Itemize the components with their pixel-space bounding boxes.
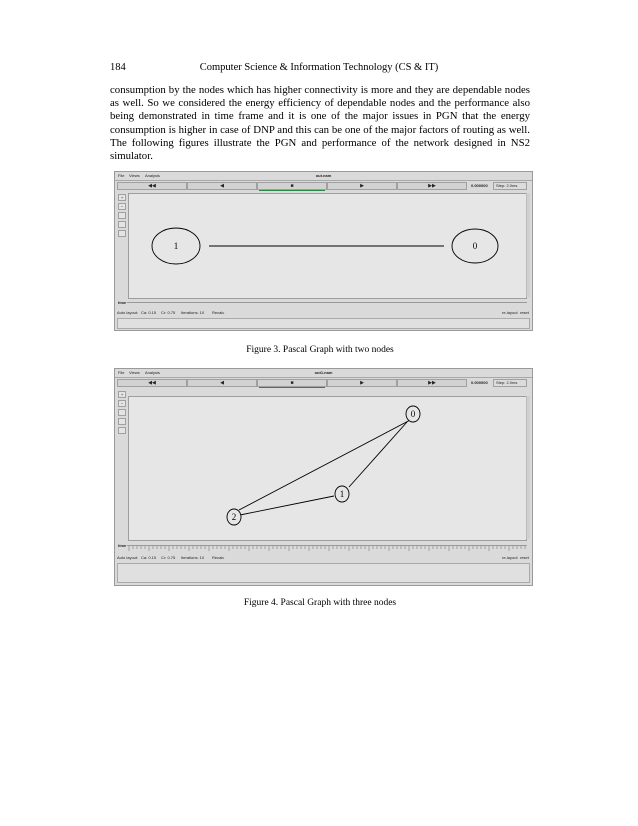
zoom-in-icon[interactable]: + — [118, 194, 126, 201]
time-display: 0.000000 — [471, 183, 488, 188]
grid-icon[interactable] — [118, 409, 126, 416]
step-control[interactable]: Step: 2.0ms — [493, 182, 527, 190]
playback-toolbar — [117, 182, 530, 189]
ca-field[interactable]: Ca: 0.15 — [141, 555, 157, 560]
reset-button[interactable]: reset — [520, 555, 529, 560]
step-control[interactable]: Step: 2.0ms — [493, 379, 527, 387]
time-slider[interactable] — [259, 387, 325, 388]
re-layout-button[interactable]: re-layout — [502, 310, 518, 315]
edge-1-0 — [349, 422, 407, 487]
page-number: 184 — [110, 62, 126, 73]
ca-field[interactable]: Ca: 0.15 — [141, 310, 157, 315]
zoom-in-icon[interactable]: + — [118, 391, 126, 398]
play-button[interactable]: ▶ — [327, 182, 397, 190]
node-0[interactable] — [452, 229, 498, 263]
auto-layout-label: Auto layout: — [117, 310, 139, 315]
figure3-caption: Figure 3. Pascal Graph with two nodes — [246, 345, 394, 355]
layout-statusbar — [117, 310, 530, 316]
edit-icon[interactable] — [118, 230, 126, 237]
time-ruler[interactable] — [118, 300, 527, 308]
node-1-label: 1 — [173, 241, 179, 251]
body-paragraph: consumption by the nodes which has higher connectivity is more and they are dependable nodes as well. So we considered the energy efficiency of dependable nodes and the performance also being demonstrated in time frame and it is one of the major issues in PGN that the energy consumption is higher in case of DNP and this can be one of the major factors of routing as well. The following figures illustrate the PGN and performance of the network designed in NS2 simulator. — [110, 84, 530, 163]
layout-statusbar — [117, 555, 530, 561]
fast-forward-button[interactable]: ▶▶ — [397, 182, 467, 190]
back-button[interactable]: ◀ — [187, 379, 257, 387]
auto-layout-label: Auto layout: — [117, 555, 139, 560]
ruler-label: time — [118, 543, 127, 548]
rewind-button[interactable]: ◀◀ — [117, 379, 187, 387]
play-button[interactable]: ▶ — [327, 379, 397, 387]
edge-2-1 — [240, 496, 334, 515]
node-1[interactable] — [152, 228, 200, 264]
network-graph — [129, 194, 526, 298]
node-0-label: 0 — [472, 241, 478, 251]
menu-analysis[interactable]: Analysis — [145, 370, 160, 375]
figure3-nam-window — [114, 171, 533, 331]
annotation-panel[interactable] — [117, 318, 530, 329]
reset-button[interactable]: reset — [520, 310, 529, 315]
menu-file[interactable]: File — [118, 173, 125, 178]
recalc-checkbox[interactable]: Recalc — [212, 310, 225, 315]
layout-icon[interactable] — [118, 221, 126, 228]
edit-icon[interactable] — [118, 427, 126, 434]
zoom-tools — [118, 194, 126, 239]
recalc-checkbox[interactable]: Recalc — [212, 555, 225, 560]
menu-bar — [115, 172, 532, 181]
node-2[interactable] — [227, 509, 241, 525]
menu-analysis[interactable]: Analysis — [145, 173, 160, 178]
figure4-nam-window — [114, 368, 533, 586]
layout-icon[interactable] — [118, 418, 126, 425]
edge-2-0 — [239, 418, 414, 510]
zoom-out-icon[interactable]: − — [118, 203, 126, 210]
ruler-label: time — [118, 300, 127, 305]
window-title: out.nam — [315, 173, 332, 178]
playback-toolbar — [117, 379, 530, 386]
network-canvas[interactable] — [128, 396, 527, 541]
network-graph — [129, 397, 526, 540]
vertical-scrollbar[interactable] — [526, 396, 530, 539]
zoom-tools — [118, 391, 126, 436]
figure4-caption: Figure 4. Pascal Graph with three nodes — [243, 598, 397, 608]
annotation-panel[interactable] — [117, 563, 530, 583]
running-title: Computer Science & Information Technology (CS & IT) — [199, 62, 439, 73]
menu-views[interactable]: Views — [129, 173, 140, 178]
re-layout-button[interactable]: re-layout — [502, 555, 518, 560]
window-title: out1.nam — [314, 370, 333, 375]
node-1[interactable] — [335, 486, 349, 502]
stop-button[interactable]: ■ — [257, 182, 327, 190]
node-0[interactable] — [406, 406, 420, 422]
menu-views[interactable]: Views — [129, 370, 140, 375]
back-button[interactable]: ◀ — [187, 182, 257, 190]
cr-field[interactable]: Cr: 0.75 — [161, 555, 176, 560]
time-ruler[interactable] — [118, 543, 527, 551]
vertical-scrollbar[interactable] — [526, 193, 530, 297]
node-1-label: 1 — [339, 489, 345, 499]
rewind-button[interactable]: ◀◀ — [117, 182, 187, 190]
cr-field[interactable]: Cr: 0.75 — [161, 310, 176, 315]
menu-bar — [115, 369, 532, 378]
network-canvas[interactable] — [128, 193, 527, 299]
time-display: 0.000000 — [471, 380, 488, 385]
ruler-ticks — [127, 546, 527, 551]
node-2-label: 2 — [231, 512, 237, 522]
zoom-out-icon[interactable]: − — [118, 400, 126, 407]
grid-icon[interactable] — [118, 212, 126, 219]
fast-forward-button[interactable]: ▶▶ — [397, 379, 467, 387]
stop-button[interactable]: ■ — [257, 379, 327, 387]
iterations-field[interactable]: Iterations: 10 — [181, 310, 205, 315]
time-slider[interactable] — [259, 190, 325, 191]
iterations-field[interactable]: Iterations: 10 — [181, 555, 205, 560]
menu-file[interactable]: File — [118, 370, 125, 375]
node-0-label: 0 — [410, 409, 416, 419]
